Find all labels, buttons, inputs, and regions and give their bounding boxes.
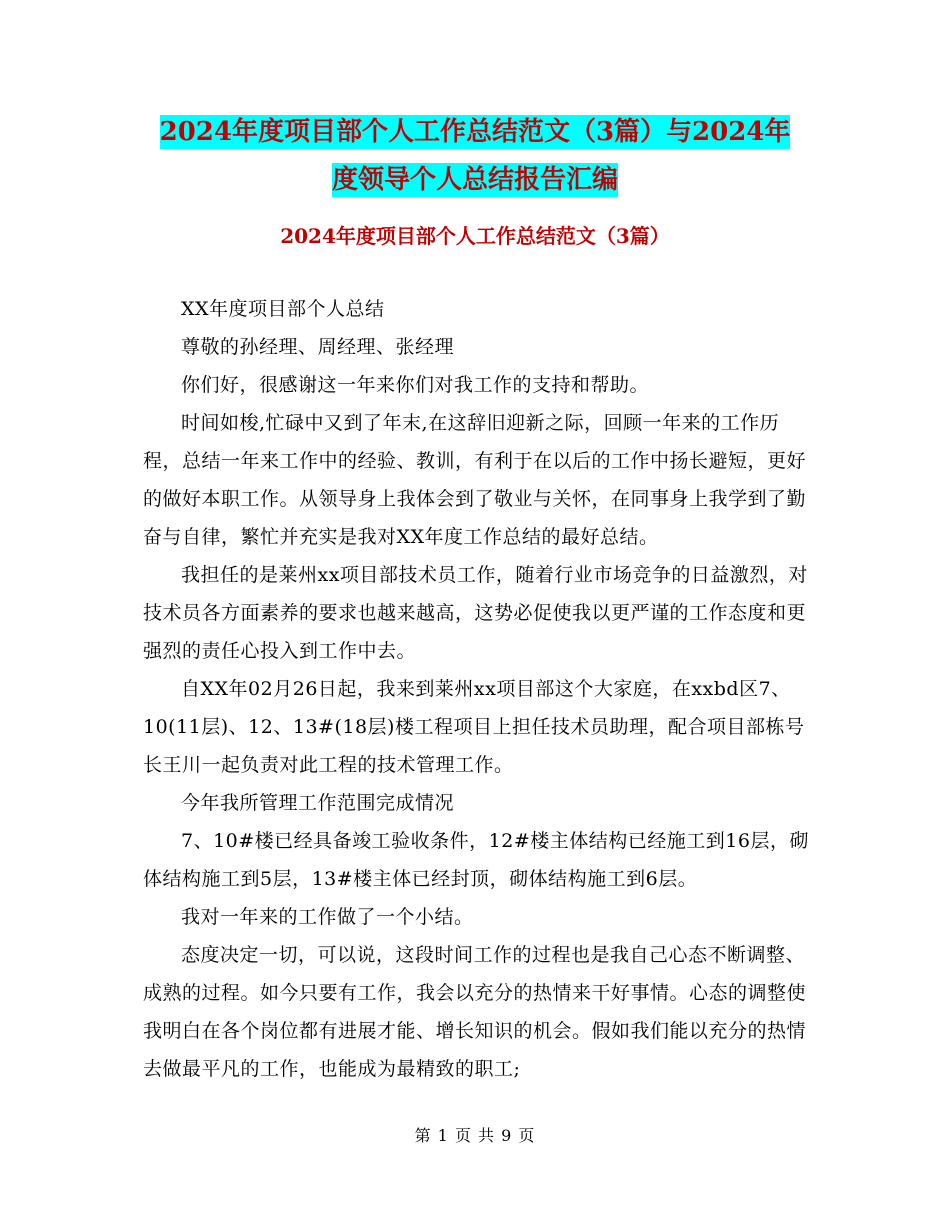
paragraph: 我担任的是莱州xx项目部技术员工作，随着行业市场竞争的日益激烈，对技术员各方面素养的要求也越来越高，这势必促使我以更严谨的工作态度和更强烈的责任心投入到工作中去。 bbox=[143, 564, 808, 662]
paragraph: 时间如梭,忙碌中又到了年末,在这辞旧迎新之际，回顾一年来的工作历程，总结一年来工作中的经验、教训，有利于在以后的工作中扬长避短，更好的做好本职工作。从领导身上我体会到了敬业与关怀，在同事身上我学到了勤奋与自律，繁忙并充实是我对XX年度工作总结的最好总结。 bbox=[143, 412, 807, 548]
document-title bbox=[140, 108, 810, 204]
document-title-line-2: 度领导个人总结报告汇编 bbox=[331, 165, 618, 195]
paragraph: 态度决定一切，可以说，这段时间工作的过程也是我自己心态不断调整、成熟的过程。如今只要有工作，我会以充分的热情来干好事情。心态的调整使我明白在各个岗位都有进展才能、增长知识的机会。假如我们能以充分的热情去做最平凡的工作，也能成为最精致的职工; bbox=[143, 944, 807, 1080]
page-footer: 第 1 页 共 9 页 bbox=[414, 1126, 536, 1145]
paragraph: 自XX年02月26日起，我来到莱州xx项目部这个大家庭，在xxbd区7、10(11层)、12、13#(18层)楼工程项目上担任技术员助理，配合项目部栋号长王川一起负责对此工程的技术管理工作。 bbox=[143, 678, 805, 776]
paragraph: 7、10#楼已经具备竣工验收条件，12#楼主体结构已经施工到16层，砌体结构施工到5层，13#楼主体已经封顶，砌体结构施工到6层。 bbox=[143, 830, 809, 890]
paragraph: 尊敬的孙经理、周经理、张经理 bbox=[181, 336, 455, 358]
paragraph: 我对一年来的工作做了一个小结。 bbox=[181, 906, 474, 928]
paragraph: 你们好，很感谢这一年来你们对我工作的支持和帮助。 bbox=[181, 374, 650, 396]
paragraph: 今年我所管理工作范围完成情况 bbox=[181, 792, 455, 814]
document-title-line-1: 2024年度项目部个人工作总结范文（3篇）与2024年 bbox=[159, 117, 791, 147]
document-body bbox=[143, 290, 811, 1088]
paragraph: XX年度项目部个人总结 bbox=[181, 298, 385, 320]
section-title: 2024年度项目部个人工作总结范文（3篇） bbox=[280, 224, 670, 248]
